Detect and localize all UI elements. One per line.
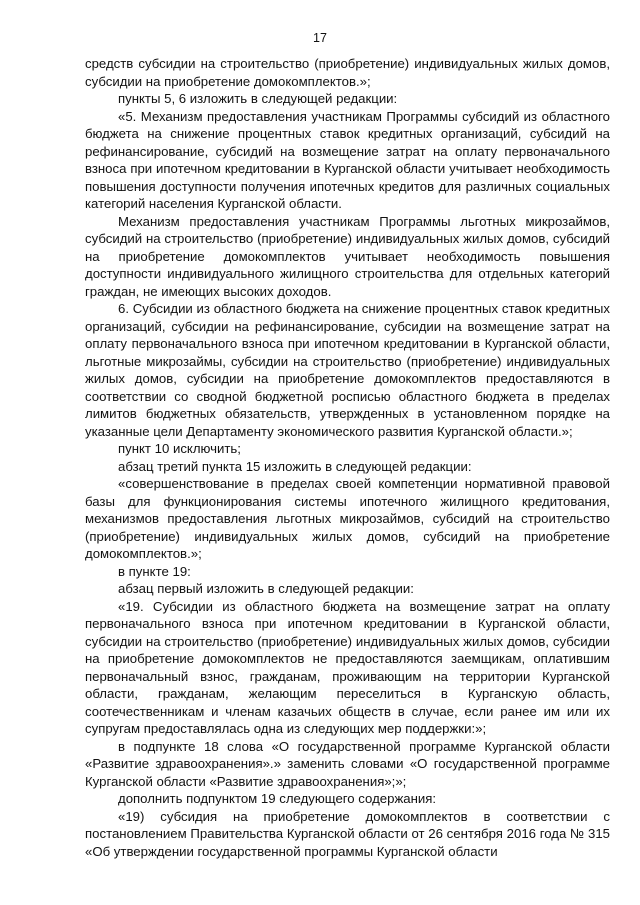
paragraph-point-10-exclude: пункт 10 исключить;	[118, 441, 241, 456]
paragraph-continuation: средств субсидии на строительство (приобретение) индивидуальных жилых домов, субсидии на приобретение домокомплектов.»;	[85, 56, 610, 89]
paragraph-point-15-text: «совершенствование в пределах своей компетенции нормативной правовой базы для функционирования системы ипотечного жилищного кредитования, механизмов предоставления льготных микрозаймов, субсидий на строительство (приобретение) индивидуальных жилых домов, субсидий на приобретение домокомплектов.»;	[85, 476, 610, 561]
paragraph-point-19-text: «19. Субсидии из областного бюджета на возмещение затрат на оплату первоначального взноса при ипотечном кредитовании в Курганской области, субсидии на строительство (приобретение) индивидуальных жилых домов, субсидии на приобретение домокомплектов не предоставляются заемщикам, оплатившим первоначальный взнос, гражданам, проживающим на территории Курганской области, гражданам, желающим переселиться в Курганскую область, соотечественникам и членам казачьих обществ в случае, если ранее им или их супругам предоставлялась одна из следующих мер поддержки:»;	[85, 598, 610, 736]
paragraph-subpoint-19-instruction: дополнить подпунктом 19 следующего содержания:	[118, 791, 437, 806]
paragraph-point-5: «5. Механизм предоставления участникам Программы субсидий из областного бюджета на снижение процентных ставок кредитных организаций, субсидий на рефинансирование, субсидий на возмещение затрат на оплату первоначального взноса при ипотечном кредитовании в Курганской области учитывает необходимость повышения доступности получения ипотечных кредитов для различных социальных категорий населения Курганской области.	[85, 108, 610, 211]
document-body	[85, 55, 610, 860]
paragraph-points-5-6-instruction: пункты 5, 6 изложить в следующей редакции:	[118, 91, 398, 106]
paragraph-subpoint-19-text: «19) субсидия на приобретение домокомплектов в соответствии с постановлением Правительства Курганской области от 26 сентября 2016 года № 315 «Об утверждении государственной программы Курганской области	[85, 808, 610, 859]
page-number: 17	[313, 31, 327, 45]
paragraph-microloan-mechanism: Механизм предоставления участникам Программы льготных микрозаймов, субсидий на строительство (приобретение) индивидуальных жилых домов, субсидий на приобретение домокомплектов учитывает необходимость повышения доступности индивидуального жилищного строительства для отдельных категорий граждан, не имеющих высоких доходов.	[85, 213, 610, 299]
paragraph-point-6: 6. Субсидии из областного бюджета на снижение процентных ставок кредитных организаций, субсидии на рефинансирование, субсидии на возмещение затрат на оплату первоначального взноса при ипотечном кредитовании в Курганской области, льготные микрозаймы, субсидии на строительство (приобретение) индивидуальных жилых домов, субсидии на приобретение домокомплектов предоставляются в соответствии со сводной бюджетной росписью областного бюджета в пределах лимитов бюджетных обязательств, утвержденных в установленном порядке на указанные цели Департаменту экономического развития Курганской области.»;	[85, 301, 610, 439]
paragraph-point-19-heading: в пункте 19:	[118, 563, 191, 579]
paragraph-point-19-instruction: абзац первый изложить в следующей редакции:	[118, 581, 414, 596]
paragraph-subpoint-18: в подпункте 18 слова «О государственной программе Курганской области «Развитие здравоохранения».» заменить словами «О государственной программе Курганской области «Развитие здравоохранения»;»;	[85, 738, 610, 789]
paragraph-point-15-instruction: абзац третий пункта 15 изложить в следующей редакции:	[118, 458, 472, 474]
